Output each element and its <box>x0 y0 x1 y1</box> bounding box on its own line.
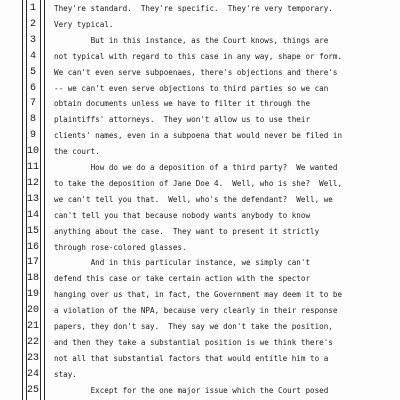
line-text: papers, they don't say. They say we don't take the position, <box>54 322 333 331</box>
line-text: How do we do a deposition of a third party? We wanted <box>54 163 338 172</box>
line-number: 7 <box>29 98 36 110</box>
line-number: 14 <box>26 209 39 221</box>
line-text: clients' names, even in a subpoena that would never be filed in <box>54 131 343 141</box>
line-number: 16 <box>26 241 39 253</box>
line-text: we can't tell you that. Well, who's the defendant? Well, we <box>54 194 333 204</box>
line-number: 18 <box>26 273 39 285</box>
line-number: 20 <box>26 305 39 317</box>
line-text: obtain documents unless we have to filter it through the <box>54 99 311 109</box>
line-number: 5 <box>29 66 36 78</box>
line-number: 8 <box>29 114 36 126</box>
line-number: 9 <box>29 130 36 142</box>
line-text: But in this instance, as the Court knows, things are <box>54 35 329 45</box>
line-text: to take the deposition of Jane Doe 4. Well, who is she? Well, <box>54 178 343 188</box>
line-number: 11 <box>26 162 39 173</box>
line-text: They're standard. They're specific. They're very temporary. <box>54 4 333 13</box>
line-text: not all that substantial factors that would entitle him to a <box>54 353 329 363</box>
line-text: And in this particular instance, we simply can't <box>54 258 311 268</box>
line-text: and then they take a substantial position is we think there's <box>54 337 333 347</box>
line-text: not typical with regard to this case in any way, shape or form. <box>54 51 343 61</box>
line-text: the court. <box>54 147 100 157</box>
transcript-line <box>0 381 400 400</box>
line-number: 23 <box>26 352 39 364</box>
line-text: defend this case or take certain action with the spector <box>54 274 311 284</box>
line-text: -- we can't even serve objections to third parties so we can <box>54 83 329 93</box>
line-text: anything about the case. They want to present it strictly <box>54 226 320 236</box>
line-number: 3 <box>29 34 36 46</box>
line-text: Very typical. <box>54 19 114 29</box>
line-number: 22 <box>26 336 39 348</box>
line-text: We can't even serve subpoenaes, there's objections and there's <box>54 67 338 77</box>
line-text: through rose-colored glasses. <box>54 242 187 252</box>
line-number: 4 <box>29 50 36 62</box>
line-number: 24 <box>26 368 39 380</box>
line-number: 13 <box>26 193 39 205</box>
line-number: 10 <box>26 146 39 158</box>
line-number: 2 <box>29 18 36 30</box>
line-text: a violation of the NPA, because very clearly in their response <box>54 306 338 316</box>
line-number: 19 <box>26 289 39 301</box>
line-number: 1 <box>29 3 36 14</box>
line-text: plaintiffs' attorneys. They won't allow us to use their <box>54 115 311 125</box>
line-number: 21 <box>26 321 39 332</box>
line-text: hanging over us that, in fact, the Government may deem it to be <box>54 290 343 300</box>
line-number: 6 <box>29 82 36 94</box>
line-number: 25 <box>26 384 39 396</box>
line-number: 17 <box>26 257 39 269</box>
line-text: can't tell you that because nobody wants anybody to know <box>54 210 311 220</box>
line-text: stay. <box>54 369 77 379</box>
line-number: 15 <box>26 225 39 237</box>
line-number: 12 <box>26 177 39 189</box>
line-text: Except for the one major issue which the Court posed <box>54 385 329 395</box>
